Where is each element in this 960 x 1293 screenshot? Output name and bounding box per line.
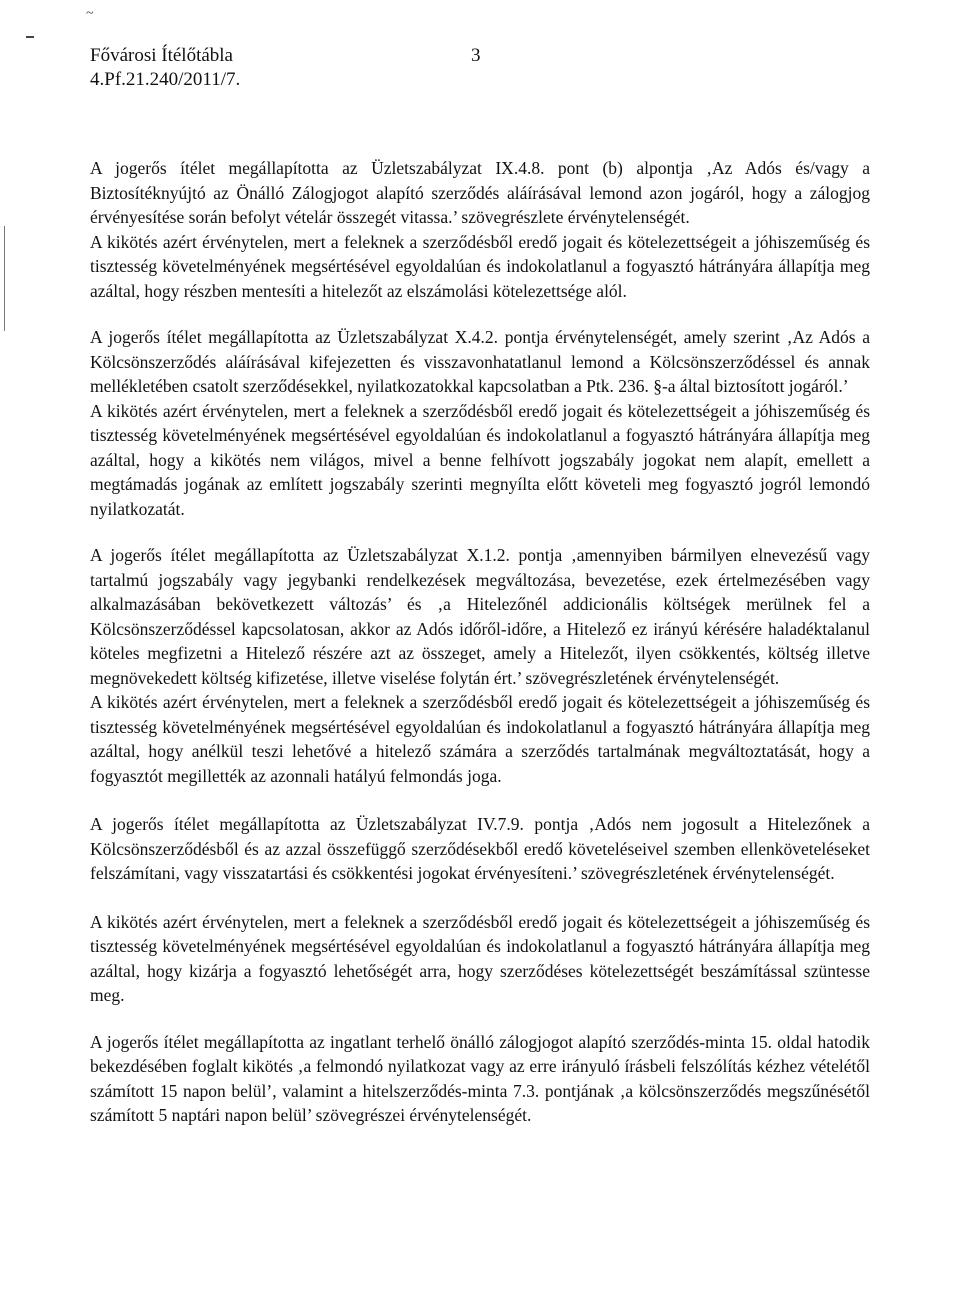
scan-artifact-dash: [26, 36, 34, 38]
document-body: [90, 156, 870, 1128]
paragraph: A kikötés azért érvénytelen, mert a feleknek a szerződésből eredő jogait és kötelezettségeit a jóhiszeműség és tisztesség követelményének megsértésével egyoldalúan és indokolatlanul a fogyasztó hátrányára állapítja meg azáltal, hogy a kikötés nem világos, mivel a benne felhívott jogszabály jogokat nem alapít, emellett a megtámadás jogának az említett jogszabály szerinti megnyílta előtt követeli meg fogyasztó jogról lemondó nyilatkozatát.: [90, 400, 870, 519]
case-number: 4.Pf.21.240/2011/7.: [90, 69, 241, 90]
margin-line: [4, 226, 5, 331]
paragraph: A kikötés azért érvénytelen, mert a feleknek a szerződésből eredő jogait és kötelezettségeit a jóhiszeműség és tisztesség követelményének megsértésével egyoldalúan és indokolatlanul a fogyasztó hátrányára állapítja meg azáltal, hogy kizárja a fogyasztó lehetőségét arra, hogy szerződéses kötelezettségét beszámítással szüntesse meg.: [90, 911, 870, 1005]
paragraph: A jogerős ítélet megállapította az Üzletszabályzat X.4.2. pontja érvénytelenségét, amely szerint ‚Az Adós a Kölcsönszerződés aláírásával kifejezetten és visszavonhatatlanul lemond a Kölcsönszerződéssel és annak mellékletében csatolt szerződésekkel, nyilatkozatokkal kapcsolatban a Ptk. 236. §-a által biztosított jogáról.’: [90, 327, 870, 396]
paragraph: A jogerős ítélet megállapította az Üzletszabályzat IX.4.8. pont (b) alpontja ‚Az Adós és/vagy a Biztosítéknyújtó az Önálló Zálogjogot alapító szerződés aláírásával lemond azon jogáról, hogy a zálogjog érvényesítése során befolyt vételár összegét vitassa.’ szövegrészlete érvénytelenségét.: [90, 158, 870, 227]
paragraph: A kikötés azért érvénytelen, mert a feleknek a szerződésből eredő jogait és kötelezettségeit a jóhiszeműség és tisztesség követelményének megsértésével egyoldalúan és indokolatlanul a fogyasztó hátrányára állapítja meg azáltal, hogy anélkül teszi lehetővé a hitelező számára a szerződés tartalmának megváltoztatását, hogy a fogyasztót megillették az azonnali hatályú felmondás joga.: [90, 692, 870, 786]
paragraph: A kikötés azért érvénytelen, mert a feleknek a szerződésből eredő jogait és kötelezettségeit a jóhiszeműség és tisztesség követelményének megsértésével egyoldalúan és indokolatlanul a fogyasztó hátrányára állapítja meg azáltal, hogy részben mentesíti a hitelezőt az elszámolási kötelezettsége alól.: [90, 231, 870, 301]
paragraph: A jogerős ítélet megállapította az Üzletszabályzat IV.7.9. pontja ‚Adós nem jogosult a Hitelezőnek a Kölcsönszerződésből és az azzal összefüggő szerződésekből eredő követeléseivel szemben ellenköveteléseket felszámítani, vagy visszatartási és csökkentési jogokat érvényesíteni.’ szövegrészletének érvénytelenségét.: [90, 814, 870, 883]
scan-artifact-mark: ~: [86, 6, 94, 21]
page-number: 3: [471, 45, 481, 66]
document-header: [90, 44, 870, 108]
paragraph: A jogerős ítélet megállapította az Üzletszabályzat X.1.2. pontja ‚amennyiben bármilyen elnevezésű vagy tartalmú jogszabály vagy jegybanki rendelkezések megváltozása, bevezetése, ezek értelmezésében vagy alkalmazásában bekövetkezett változás’ és ‚a Hitelezőnél addicionális költségek merülnek fel a Kölcsönszerződéssel kapcsolatosan, akkor az Adós időről-időre, a Hitelező ez irányú kérésére haladéktalanul köteles megfizetni a Hitelező részére azt az összeget, amely a Hitelezőt, ilyen csökkentés, költség illetve megnövekedett költség kifizetése, illetve viselése folytán ért.’ szövegrészletének érvénytelenségét.: [90, 545, 870, 688]
paragraph: A jogerős ítélet megállapította az ingatlant terhelő önálló zálogjogot alapító szerződés-minta 15. oldal hatodik bekezdésében foglalt kikötés ‚a felmondó nyilatkozat vagy az erre irányuló írásbeli felszólítás kézhez vételétől számított 15 napon belül’, valamint a hitelszerződés-minta 7.3. pontjának ‚a kölcsönszerződés megszűnésétől számított 5 naptári napon belül’ szövegrészei érvénytelenségét.: [90, 1031, 870, 1125]
court-name: Fővárosi Ítélőtábla: [90, 45, 233, 66]
